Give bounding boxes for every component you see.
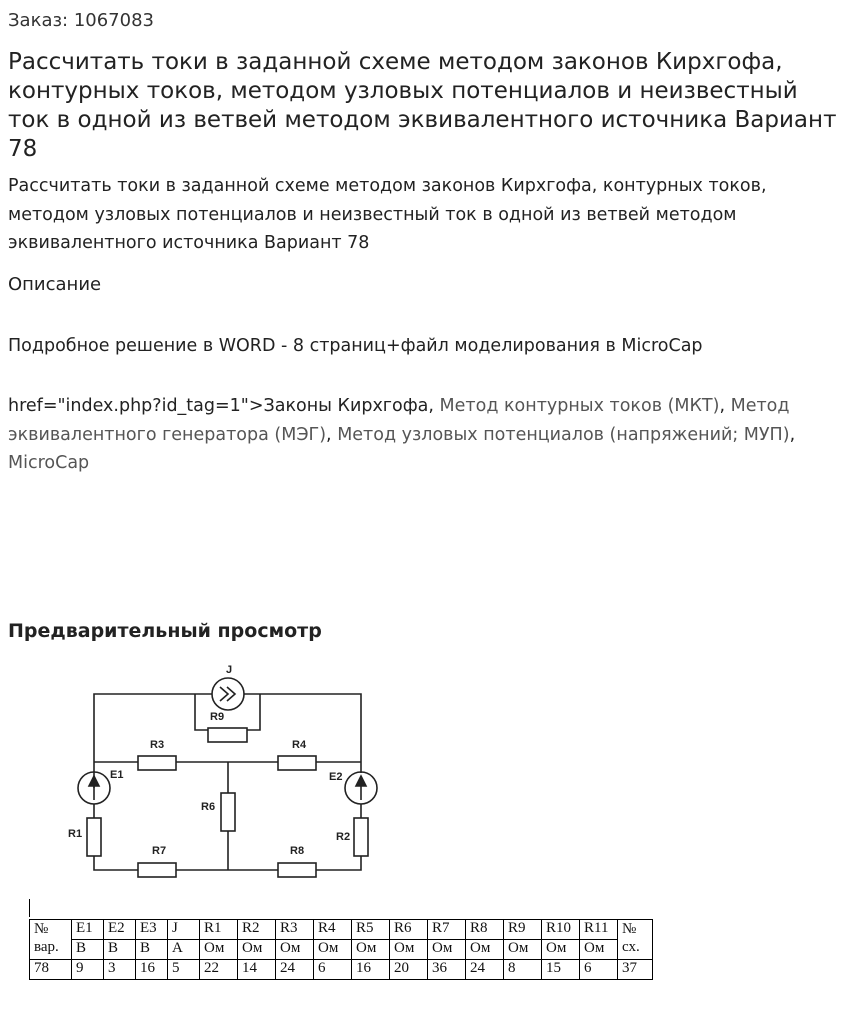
value-cell: 24 <box>466 960 504 980</box>
unit-cell: В <box>104 940 136 960</box>
value-cell: 6 <box>580 960 618 980</box>
unit-cell: Ом <box>390 940 428 960</box>
header-cell: R8 <box>466 920 504 940</box>
value-cell: 9 <box>72 960 104 980</box>
unit-cell: Ом <box>504 940 542 960</box>
header-cell: R2 <box>238 920 276 940</box>
value-cell: 3 <box>104 960 136 980</box>
label-r9: R9 <box>210 711 225 723</box>
order-number: Заказ: 1067083 <box>8 10 154 31</box>
table-row <box>30 960 653 980</box>
tag-prefix: href="index.php?id_tag=1">Законы Кирхгофа <box>8 396 429 416</box>
value-cell: 16 <box>352 960 390 980</box>
unit-cell: Ом <box>314 940 352 960</box>
label-j: J <box>226 664 233 676</box>
description-text: Подробное решение в WORD - 8 страниц+файл моделирования в MicroCap <box>8 336 703 356</box>
description-heading: Описание <box>8 274 102 295</box>
header-cell: № вар. <box>30 920 72 960</box>
preview-heading: Предварительный просмотр <box>8 620 322 642</box>
unit-cell: Ом <box>352 940 390 960</box>
header-cell: R3 <box>276 920 314 940</box>
text-cursor <box>29 899 30 917</box>
parameters-table <box>29 919 653 980</box>
tag-list: href="index.php?id_tag=1">Законы Кирхгофа, Метод контурных токов (МКТ), Метод эквивалентного генератора (МЭГ), Метод узловых потенциалов (напряжений; МУП), MicroCap <box>8 396 796 473</box>
label-r4: R4 <box>292 739 307 751</box>
header-cell: E3 <box>136 920 168 940</box>
header-cell: № сх. <box>618 920 653 960</box>
header-cell: R7 <box>428 920 466 940</box>
page-title: Рассчитать токи в заданной схеме методом законов Кирхгофа, контурных токов, методом узловых потенциалов и неизвестный ток в одной из ветвей методом эквивалентного источника Вариант 78 <box>8 49 837 162</box>
value-cell: 22 <box>200 960 238 980</box>
value-cell: 14 <box>238 960 276 980</box>
value-cell: 16 <box>136 960 168 980</box>
header-cell: R11 <box>580 920 618 940</box>
tag-link-meg[interactable]: Метод эквивалентного генератора (МЭГ) <box>8 396 790 445</box>
label-r3: R3 <box>150 739 165 751</box>
label-r7: R7 <box>152 845 167 857</box>
value-cell: 8 <box>504 960 542 980</box>
value-cell: 36 <box>428 960 466 980</box>
header-cell: J <box>168 920 200 940</box>
unit-cell: Ом <box>276 940 314 960</box>
value-cell: 5 <box>168 960 200 980</box>
value-cell: 15 <box>542 960 580 980</box>
unit-cell: А <box>168 940 200 960</box>
header-cell: R1 <box>200 920 238 940</box>
unit-cell: Ом <box>466 940 504 960</box>
label-r2: R2 <box>336 831 351 843</box>
header-cell: E2 <box>104 920 136 940</box>
unit-cell: Ом <box>200 940 238 960</box>
header-cell: R5 <box>352 920 390 940</box>
tag-link-mup[interactable]: Метод узловых потенциалов (напряжений; МУП) <box>337 424 790 445</box>
header-cell: E1 <box>72 920 104 940</box>
tag-link-microcap[interactable]: MicroCap <box>8 453 90 473</box>
value-cell: 6 <box>314 960 352 980</box>
table-units-row <box>30 940 653 960</box>
value-cell: 78 <box>30 960 72 980</box>
label-r6: R6 <box>201 801 216 813</box>
unit-cell: В <box>136 940 168 960</box>
tag-link-mkt[interactable]: Метод контурных токов (МКТ) <box>439 396 720 416</box>
header-cell: R4 <box>314 920 352 940</box>
table-header-row <box>30 920 653 940</box>
unit-cell: Ом <box>238 940 276 960</box>
value-cell: 20 <box>390 960 428 980</box>
unit-cell: В <box>72 940 104 960</box>
value-cell: 24 <box>276 960 314 980</box>
label-e1: E1 <box>110 769 124 781</box>
lead-text: Рассчитать токи в заданной схеме методом законов Кирхгофа, контурных токов, методом узловых потенциалов и неизвестный ток в одной из ветвей методом эквивалентного источника Вариант 78 <box>8 176 767 253</box>
header-cell: R9 <box>504 920 542 940</box>
value-cell: 37 <box>618 960 653 980</box>
label-e2: E2 <box>329 771 343 783</box>
label-r1: R1 <box>68 828 83 840</box>
header-cell: R10 <box>542 920 580 940</box>
unit-cell: Ом <box>580 940 618 960</box>
header-cell: R6 <box>390 920 428 940</box>
unit-cell: Ом <box>542 940 580 960</box>
label-r8: R8 <box>290 845 305 857</box>
circuit-schematic <box>70 660 390 885</box>
unit-cell: Ом <box>428 940 466 960</box>
